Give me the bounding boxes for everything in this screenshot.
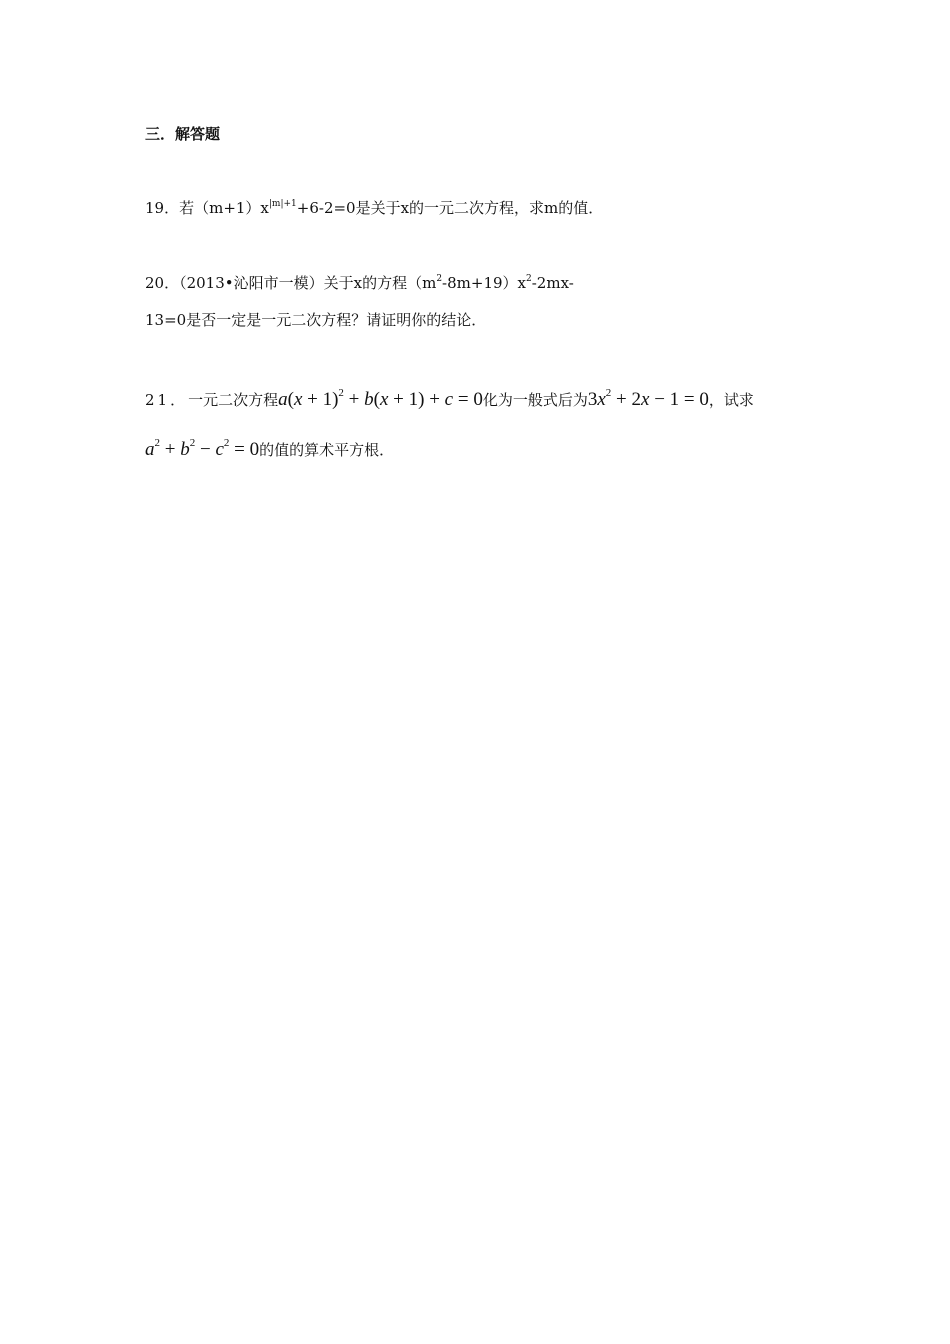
exponent: |m|+1 bbox=[268, 199, 297, 209]
question-text: 的值的算术平方根． bbox=[259, 441, 395, 459]
exponent: 2 bbox=[436, 274, 443, 284]
exponent: 2 bbox=[223, 437, 230, 449]
question-text: 若（m+1）x bbox=[179, 199, 269, 217]
question-21-continued bbox=[145, 437, 395, 460]
math-part: = 0 bbox=[453, 389, 483, 410]
question-text: 一元二次方程 bbox=[188, 391, 279, 409]
section-title: 三．解答题 bbox=[145, 125, 221, 143]
question-text: +6-2=0是关于x的一元二次方程，求m的值． bbox=[296, 199, 604, 217]
math-part: 3 bbox=[587, 389, 598, 410]
var-x: x bbox=[293, 389, 303, 410]
equation-3 bbox=[145, 439, 259, 460]
var-b: b bbox=[180, 439, 190, 460]
question-number: 20． bbox=[145, 274, 180, 292]
equation-2 bbox=[588, 389, 709, 410]
var-x: x bbox=[641, 389, 650, 410]
question-number: 19． bbox=[145, 199, 180, 217]
question-20 bbox=[145, 273, 574, 293]
exponent: 2 bbox=[154, 437, 160, 449]
question-20-continued bbox=[145, 310, 486, 330]
question-text: -8m+19）x bbox=[442, 274, 526, 292]
math-part: = 0 bbox=[229, 439, 260, 460]
question-text: -2mx- bbox=[531, 274, 574, 292]
var-c: c bbox=[215, 439, 224, 460]
question-text: （2013•沁阳市一模）关于x的方程（m bbox=[179, 274, 437, 292]
exponent: 2 bbox=[338, 387, 344, 399]
math-part: + bbox=[160, 439, 181, 460]
question-text: 13=0是否一定是一元二次方程？请证明你的结论． bbox=[145, 311, 487, 329]
var-b: b bbox=[364, 389, 374, 410]
question-text: ，试求 bbox=[708, 391, 754, 409]
var-x: x bbox=[379, 389, 389, 410]
var-c: c bbox=[444, 389, 454, 410]
equation-1 bbox=[278, 389, 483, 410]
exponent: 2 bbox=[189, 437, 196, 449]
math-part: − 1 = 0 bbox=[649, 389, 709, 410]
question-19 bbox=[145, 198, 603, 218]
exponent: 2 bbox=[526, 274, 532, 284]
math-part: + 1) bbox=[302, 389, 339, 410]
var-x: x bbox=[597, 389, 606, 410]
question-text: 化为一般式后为 bbox=[482, 391, 588, 409]
math-part: + 1) + bbox=[388, 389, 445, 410]
math-part: ( bbox=[287, 389, 294, 410]
math-part: ( bbox=[373, 389, 380, 410]
math-part: + 2 bbox=[611, 389, 641, 410]
question-number: 21． bbox=[145, 391, 189, 409]
math-part: + bbox=[343, 389, 365, 410]
var-a: a bbox=[278, 389, 288, 410]
var-a: a bbox=[145, 439, 155, 460]
exponent: 2 bbox=[605, 387, 612, 399]
math-part: − bbox=[195, 439, 216, 460]
question-21 bbox=[145, 387, 754, 410]
